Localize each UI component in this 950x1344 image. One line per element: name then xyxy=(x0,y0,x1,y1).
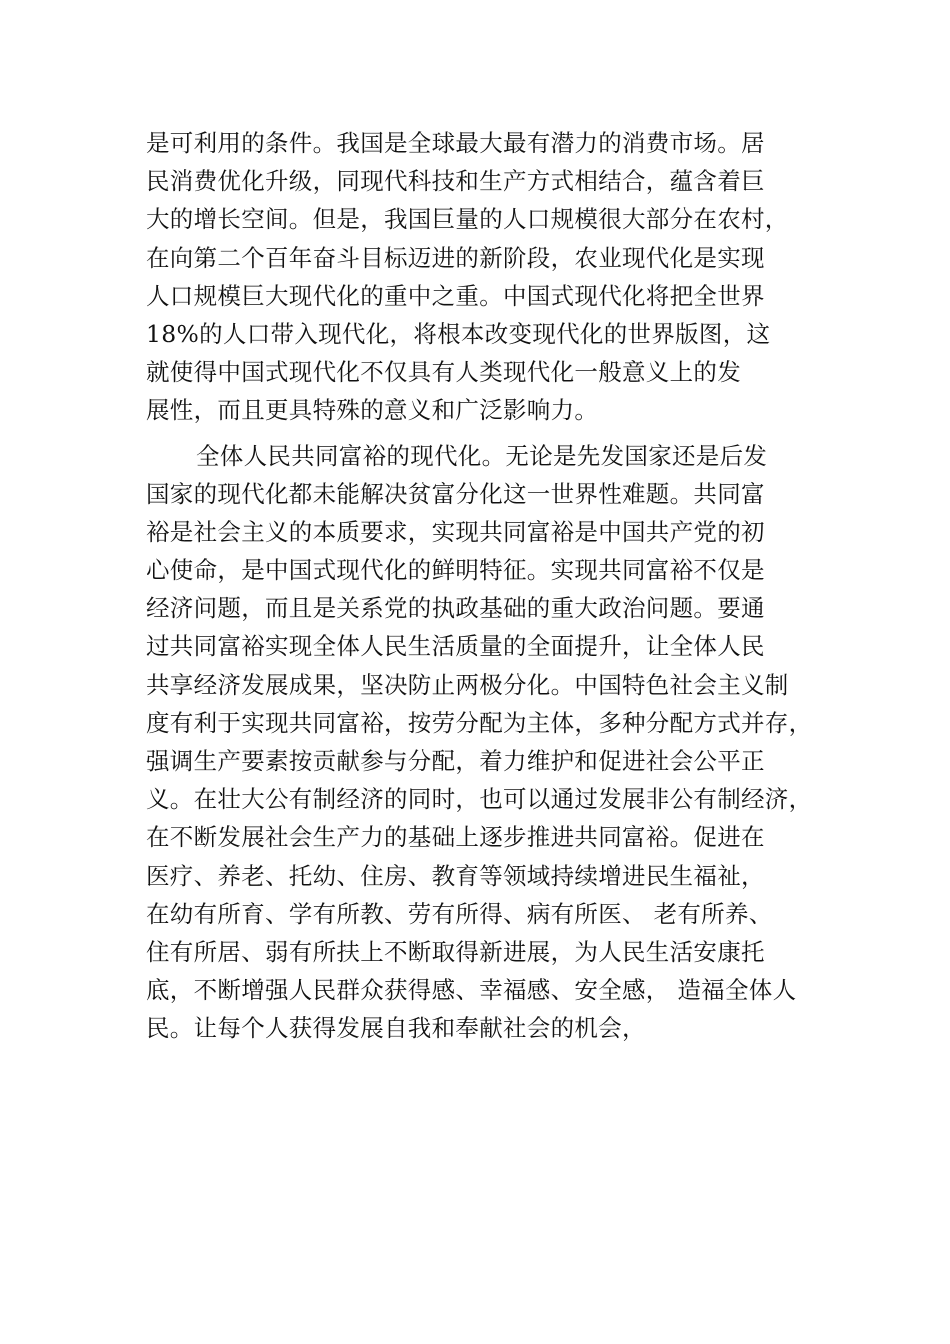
text-line: 在向第二个百年奋斗目标迈进的新阶段，农业现代化是实现 xyxy=(146,243,765,272)
text-line: 在不断发展社会生产力的基础上逐步推进共同富裕。促进在 xyxy=(146,823,765,852)
text-line: 义。在壮大公有制经济的同时，也可以通过发展非公有制经济， xyxy=(146,785,813,814)
paragraph-spacer xyxy=(146,430,846,437)
text-line: 在幼有所育、学有所教、劳有所得、病有所医、 老有所养、 xyxy=(146,899,773,928)
text-line: 展性，而且更具特殊的意义和广泛影响力。 xyxy=(146,396,599,425)
text-line: 心使命，是中国式现代化的鲜明特征。实现共同富裕不仅是 xyxy=(146,556,765,585)
text-line: 是可利用的条件。我国是全球最大最有潜力的消费市场。居 xyxy=(146,129,765,157)
text-line: 底，不断增强人民群众获得感、幸福感、安全感， 造福全体人 xyxy=(146,976,797,1005)
text-line: 过共同富裕实现全体人民生活质量的全面提升，让全体人民 xyxy=(146,632,765,661)
paragraph-2 xyxy=(146,437,846,1048)
text-line: 医疗、养老、托幼、住房、教育等领域持续增进民生福祉， xyxy=(146,861,765,890)
text-line: 共享经济发展成果，坚决防止两极分化。中国特色社会主义制 xyxy=(146,670,789,699)
text-line: 强调生产要素按贡献参与分配，着力维护和促进社会公平正 xyxy=(146,747,765,775)
text-line: 民消费优化升级，同现代科技和生产方式相结合，蕴含着巨 xyxy=(146,167,765,196)
text-line: 裕是社会主义的本质要求，实现共同富裕是中国共产党的初 xyxy=(146,517,765,546)
text-line-indented: 全体人民共同富裕的现代化。无论是先发国家还是后发 xyxy=(196,441,768,470)
text-line: 就使得中国式现代化不仅具有人类现代化一般意义上的发 xyxy=(146,358,741,387)
text-line: 民。让每个人获得发展自我和奉献社会的机会， xyxy=(146,1014,646,1043)
text-line: 度有利于实现共同富裕，按劳分配为主体，多种分配方式并存， xyxy=(146,708,813,737)
text-line: 经济问题，而且是关系党的执政基础的重大政治问题。要通 xyxy=(146,594,765,623)
text-line: 住有所居、弱有所扶上不断取得新进展，为人民生活安康托 xyxy=(146,937,765,966)
paragraph-1 xyxy=(146,124,846,430)
document-body xyxy=(146,124,846,1048)
text-line: 大的增长空间。但是，我国巨量的人口规模很大部分在农村， xyxy=(146,205,789,234)
text-line: 人口规模巨大现代化的重中之重。中国式现代化将把全世界 xyxy=(146,281,765,310)
text-line: 18%的人口带入现代化，将根本改变现代化的世界版图，这 xyxy=(146,319,771,348)
text-line: 国家的现代化都未能解决贫富分化这一世界性难题。共同富 xyxy=(146,479,765,508)
